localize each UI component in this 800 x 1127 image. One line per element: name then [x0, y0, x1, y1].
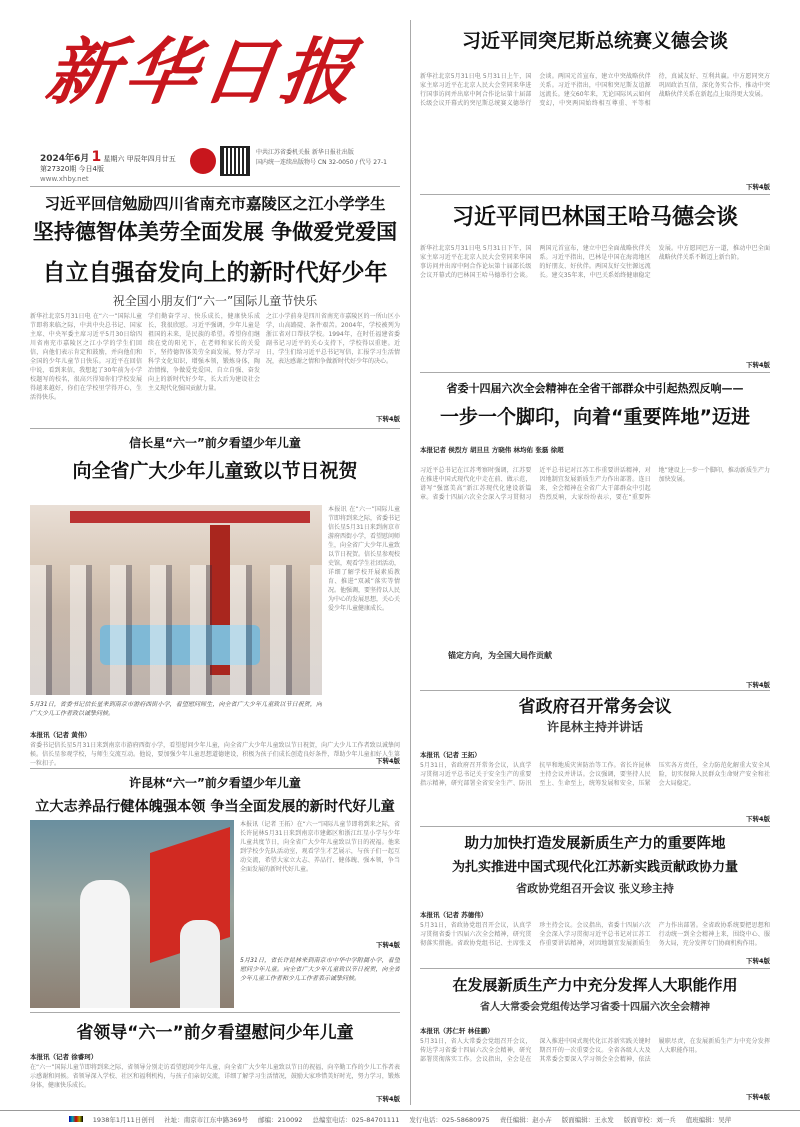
- right2-body: 新华社北京5月31日电 5月31日下午，国家主席习近平在北京人民大会堂同来华国事访问并出席中阿合作论坛第十届部长级会议开幕式的巴林国王哈马德举行会谈。两国元首宣布，建立中巴全面战略伙伴关系。习近平指出，巴林是中国在海湾地区的好朋友、好伙伴。两国友好交往源远流长。建交35年来，中巴关系始终健康稳定发展。中方愿同巴方一道，推动中巴全面战略伙伴关系不断迈上新台阶。: [420, 245, 770, 279]
- article3-more-link[interactable]: 下转4版: [375, 941, 400, 949]
- article2-caption: 5月31日，省委书记信长星来到南京市游府西街小学，看望慰问师生，向全省广大少年儿童致以节日祝贺，向广大少儿工作者致以诚挚问候。: [30, 701, 322, 717]
- article2-kicker: 信长星“六一”前夕看望少年儿童: [129, 436, 301, 450]
- date-text: 2024年6月: [40, 154, 90, 164]
- website[interactable]: www.xhby.net: [40, 175, 89, 183]
- right4-body-wrap: [420, 742, 770, 814]
- right4-subtitle: 许昆林主持并讲话: [546, 720, 643, 734]
- photo-person-right: [180, 920, 220, 1008]
- right5-more-link[interactable]: 下转4版: [745, 957, 770, 965]
- publisher-info: [256, 148, 406, 168]
- right6-body-wrap: [420, 1018, 770, 1088]
- right3-kicker: 省委十四届六次全会精神在全省干部群众中引起热烈反响——: [446, 382, 744, 395]
- divider: [420, 826, 770, 827]
- divider: [420, 372, 770, 373]
- right1-more-link[interactable]: 下转4版: [745, 183, 770, 191]
- right6-title[interactable]: 在发展新质生产力中充分发挥人大职能作用: [452, 976, 738, 994]
- right4-title[interactable]: 省政府召开常务会议: [518, 697, 672, 717]
- right3-body: 习近平总书记在江苏考察时强调，江苏要在推进中国式现代化中走在前、做示范，谱写“强富美高”新江苏现代化建设新篇章。省委十四届六次全会深入学习贯彻习近平总书记对江苏工作重要讲话精神，对因地制宜发展新质生产力作出部署。连日来，全会精神在全省广大干部群众中引起热烈反响，大家纷纷表示，要在“重要阵地”建设上一步一个脚印，推动新质生产力加快发展。: [420, 467, 770, 501]
- article4-more-link[interactable]: 下转4版: [375, 1095, 400, 1103]
- footer-item: 发行电话：025-58680975: [409, 1115, 490, 1124]
- footer-item: 总编室电话：025-84701111: [312, 1115, 400, 1124]
- article3-side-text: 本报讯（记者 王拓）在“六一”国际儿童节即将到来之际，省长许昆林5月31日来到南京市建邺区和浙江红星小学与少年儿童共度节日，向全省广大少年儿童致以节日的祝福。他来到学校少先队活动室，观看学生才艺展示，与孩子们一起互动交流，希望大家立大志、养品行、健体魄、强本领，争当全面发展的新时代好儿童。: [240, 821, 400, 873]
- cn-code: 国内统一连续出版物号 CN 32-0050 / 代号 27-1: [256, 159, 387, 166]
- issue-line: 第27320期 今日4版: [40, 165, 104, 173]
- footer-item: 社址：南京市江东中路369号: [164, 1115, 249, 1124]
- column-separator: [410, 20, 411, 1105]
- color-register-icon: [69, 1116, 83, 1122]
- right1-title[interactable]: 习近平同突尼斯总统赛义德会谈: [461, 30, 728, 52]
- article2-body: 省委书记信长星5月31日来到南京市游府西街小学，看望慰问少年儿童，向全省广大少年儿童致以节日祝贺，向广大少儿工作者致以诚挚问候。信长星参观学校，与师生交流互动。他说，要加强少年儿童思想道德建设，积极为孩子们成长创造良好条件，帮助少年儿童扣好人生第一粒扣子。: [30, 742, 400, 767]
- right5-title-1[interactable]: 助力加快打造发展新质生产力的重要阵地: [464, 836, 726, 852]
- masthead-divider: [30, 186, 400, 187]
- footer-item: 版面编辑：王永发: [561, 1115, 614, 1124]
- photo-figures: [30, 565, 322, 695]
- right2-more-link[interactable]: 下转4版: [745, 361, 770, 369]
- right4-byline: 本报讯（记者 王拓）: [420, 751, 481, 759]
- masthead-title: 新华日报: [41, 29, 366, 114]
- party-emblem-icon: [190, 148, 216, 174]
- article3-title[interactable]: 立大志养品行健体魄强本领 争当全面发展的新时代好儿童: [35, 799, 395, 815]
- article4-title[interactable]: 省领导“六一”前夕看望慰问少年儿童: [76, 1023, 354, 1043]
- right3-byline: 本报记者 侯烈方 胡旦旦 方晓伟 林均佑 张磊 徐超: [420, 446, 564, 454]
- lead-kicker: 习近平回信勉励四川省南充市嘉陵区之江小学学生: [44, 195, 386, 213]
- right3-subhead: 锚定方向，为全国大局作贡献: [448, 651, 552, 660]
- lead-col-3: 之江小学前身是四川省南充市嘉陵区的一所山区小学，山高路陡、条件艰苦。2004年，学校被列为浙江省对口帮扶学校。1994年，在时任福建省委副书记习近平的关心支持下，学校得以重建。近日，学生们给习近平总书记写信，汇报学习生活情况，表达感谢之情和争做新时代好少年的决心。: [266, 313, 400, 365]
- article4-byline: 本报讯（记者 徐睿珂）: [30, 1053, 98, 1061]
- divider: [30, 428, 400, 429]
- right3-title[interactable]: 一步一个脚印，向着“重要阵地”迈进: [440, 406, 750, 428]
- lead-col-1: 新华社北京5月31日电 在“六一”国际儿童节即将来临之际，中共中央总书记、国家主席、中央军委主席习近平5月30日给四川省南充市嘉陵区之江小学的学生们回信，向他们表示肯定和鼓励，并向他们和全国的少年儿童节日快乐。习近平在回信中说，看到来信，我想起了30年前为小学校题写的校名，很高兴得知你们学校发展得越来越好，你们在学校里学得开心，生活得快乐。: [30, 313, 142, 401]
- right1-body: 新华社北京5月31日电 5月31日上午，国家主席习近平在北京人民大会堂同来华进行国事访问并出席中阿合作论坛第十届部长级会议开幕式的突尼斯总统赛义德举行会谈。两国元首宣布，建立中突战略伙伴关系。习近平指出，中国和突尼斯友谊源远流长。建交60年来，无论国际风云如何变幻，中突两国始终相互尊重、平等相待，真诚友好、互利共赢。中方愿同突方巩固政治互信，深化务实合作，推动中突战略伙伴关系在新起点上取得更大发展。: [420, 73, 770, 107]
- article4-body-wrap: [30, 1044, 400, 1092]
- photo-person-left: [80, 880, 130, 1008]
- footer-item: 版面审校：刘一兵: [623, 1115, 676, 1124]
- divider: [420, 690, 770, 691]
- right6-subtitle: 省人大常委会党组传达学习省委十四届六次全会精神: [480, 1002, 710, 1013]
- right6-body: 5月31日，省人大常委会党组召开会议，传达学习省委十四届六次全会精神，研究部署贯彻落实工作。会议指出，全会是在深入推进中国式现代化江苏新实践关键时期召开的一次重要会议。全省各级人大及其常委会要深入学习领会全会精神，依法履职尽责，在发展新质生产力中充分发挥人大职能作用。: [420, 1038, 770, 1063]
- right4-more-link[interactable]: 下转4版: [745, 815, 770, 823]
- weekday-line: 星期六 甲辰年四月廿五: [103, 155, 176, 163]
- lead-subtitle: 祝全国小朋友们“六一”国际儿童节快乐: [112, 294, 318, 308]
- lead-more-link[interactable]: 下转4版: [375, 415, 400, 423]
- article2-byline: 本报讯（记者 黄伟）: [30, 731, 91, 739]
- right5-body-wrap: [420, 902, 770, 954]
- right2-title[interactable]: 习近平同巴林国王哈马德会谈: [451, 205, 738, 230]
- article2-side-text: 本报讯 在“六一”国际儿童节即将到来之际，省委书记信长星5月31日来到南京市游府西街小学，看望慰问师生，向全省广大少年儿童致以节日祝贺。信长星参观校史馆，观看学生社团活动，详细了解学校开展素质教育、推进“双减”落实等情况。他强调，要坚持以人民为中心的发展思想，关心关爱少年儿童健康成长。: [328, 506, 400, 612]
- lead-col-2: 学们勤奋学习、快乐成长，健康快乐成长，我很欣慰。习近平强调，少年儿童是祖国的未来，是民族的希望。希望你们继续在党的阳光下，在老师和家长的关爱下，坚持德智体美劳全面发展，努力学习科学文化知识，增强本领，锻炼身体，陶冶情操，争做爱党爱国、自立自强、奋发向上的新时代好少年，长大后为建设社会主义现代化强国贡献力量。: [148, 313, 260, 392]
- right6-byline: 本报讯（苏仁轩 林佳鹏）: [420, 1027, 494, 1035]
- photo-banner: [70, 511, 310, 523]
- article2-photo[interactable]: [30, 505, 322, 695]
- qr-code-icon[interactable]: [220, 146, 250, 176]
- divider: [30, 1012, 400, 1013]
- article3-photo[interactable]: [30, 820, 234, 1008]
- article2-title[interactable]: 向全省广大少年儿童致以节日祝贺: [72, 460, 358, 482]
- publisher-line: 中共江苏省委机关报 新华日报社出版: [256, 149, 354, 156]
- lead-title-1[interactable]: 坚持德智体美劳全面发展 争做爱党爱国: [32, 220, 398, 244]
- divider: [420, 194, 770, 195]
- article2-more-link[interactable]: 下转4版: [375, 757, 400, 765]
- right5-byline: 本报讯（记者 苏德伟）: [420, 911, 488, 919]
- right5-subtitle: 省政协党组召开会议 张义珍主持: [516, 882, 674, 895]
- page-footer: [0, 1110, 800, 1127]
- article4-body: 在“六一”国际儿童节即将到来之际，省领导分别走访看望慰问少年儿童，向全省广大少年儿童致以节日的祝福，向辛勤工作的少儿工作者表示感谢和问候。省领导深入学校、社区和福利机构，与孩子们亲切交流，详细了解学习生活情况，鼓励大家珍惜美好时光，努力学习，锻炼身体，健康快乐成长。: [30, 1064, 400, 1089]
- right3-more-link[interactable]: 下转4版: [745, 681, 770, 689]
- lead-title-2[interactable]: 自立自强奋发向上的新时代好少年: [42, 260, 388, 286]
- right5-body: 5月31日，省政协党组召开会议，认真学习贯彻省委十四届六次全会精神，研究贯彻落实措施。省政协党组书记、主席张义珍主持会议。会议指出，省委十四届六次全会深入学习贯彻习近平总书记对江苏工作重要讲话精神，对因地制宜发展新质生产力作出部署。全省政协系统要把思想和行动统一到全会精神上来，围绕中心、服务大局，充分发挥专门协商机构作用。: [420, 922, 770, 947]
- divider: [420, 968, 770, 969]
- footer-item: 1938年1月11日创刊: [92, 1115, 155, 1124]
- day-number: 1: [91, 149, 102, 165]
- right4-body: 5月31日，省政府召开常务会议，认真学习贯彻习近平总书记关于安全生产的重要指示精神，研究部署全省安全生产、防汛抗旱和地质灾害防治等工作。省长许昆林主持会议并讲话。会议强调，要坚持人民至上、生命至上，统筹发展和安全，压紧压实各方责任，全力防范化解重大安全风险，切实保障人民群众生命财产安全和社会大局稳定。: [420, 762, 770, 787]
- right6-more-link[interactable]: 下转4版: [745, 1093, 770, 1101]
- date-box: [40, 149, 190, 184]
- divider: [30, 768, 400, 769]
- footer-item: 邮编：210092: [258, 1115, 303, 1124]
- article3-caption: 5月31日，省长许昆林来到南京市中华中学附属小学，看望慰问少年儿童。向全省广大少年儿童致以节日祝贺，向全省少年儿童工作者和少儿工作者表示诚挚问候。: [240, 957, 400, 982]
- footer-item: 值班编辑：吴萍: [685, 1115, 732, 1124]
- article3-kicker: 许昆林“六一”前夕看望少年儿童: [129, 776, 301, 790]
- footer-item: 责任编辑：赵小卉: [499, 1115, 552, 1124]
- right5-title-2[interactable]: 为扎实推进中国式现代化江苏新实践贡献政协力量: [451, 860, 738, 875]
